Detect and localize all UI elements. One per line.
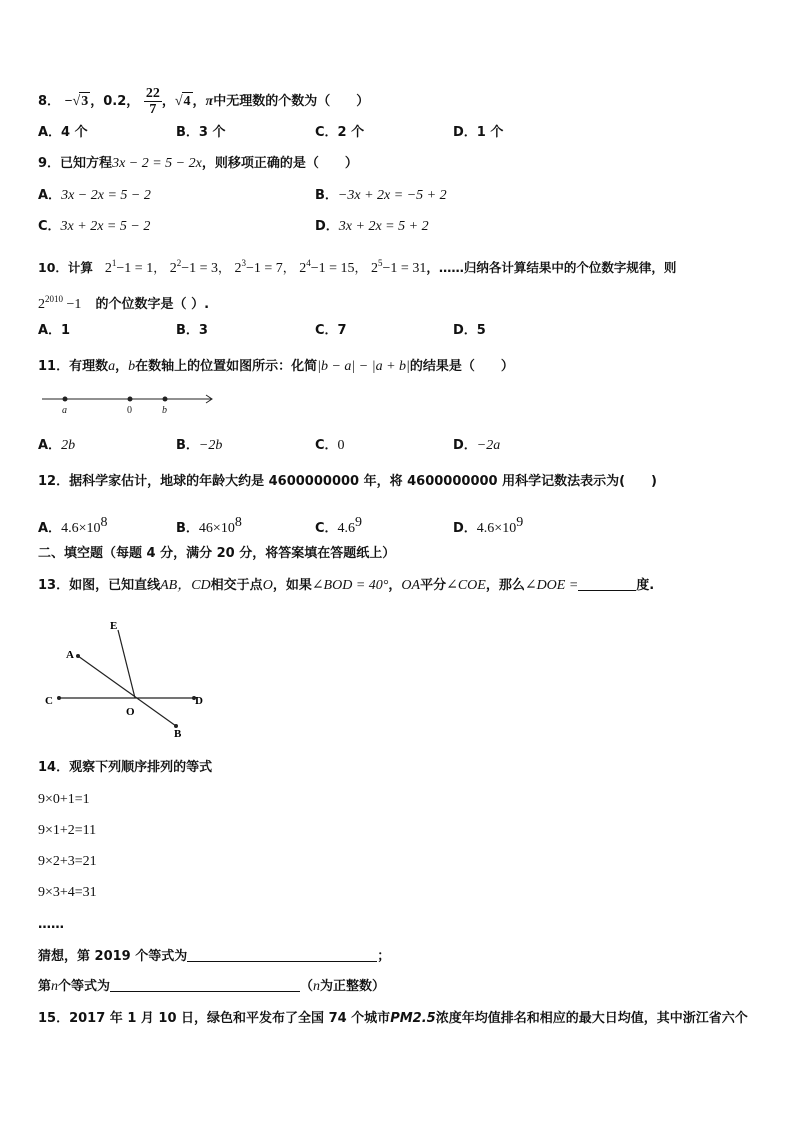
q10-calc-4: $2^4-1 = 15$ — [299, 258, 355, 276]
q13-line: 13．如图，已知直线AB，CD相交于点O，如果∠BOD = 40°，OA平分∠COE，那么∠DOE = 度. — [38, 578, 655, 593]
q9-equation: 3x − 2 = 5 − 2x — [112, 156, 202, 171]
q11-label-a: a — [62, 405, 67, 416]
q8-option-a: A．4 个 — [38, 125, 88, 140]
q11-line: 11．有理数a，b在数轴上的位置如图所示：化简|b − a| − |a + b|的结果是（ ） — [38, 359, 514, 374]
q8-option-b: B．3 个 — [176, 125, 226, 140]
section-fill-in-heading: 二、填空题（每题 4 分，满分 20 分，将答案填在答题纸上） — [38, 546, 396, 561]
label-b: B — [174, 728, 182, 740]
label-c: C — [45, 695, 53, 707]
q8-line: 8． −√3 ，0.2， $\frac{22}{7}$ ，√4 ，π中无理数的个数为（ ） — [38, 86, 370, 117]
q8-option-d: D．1 个 — [453, 125, 504, 140]
q8-fraction: $\frac{22}{7}$ — [145, 86, 160, 117]
q11-option-d: D．−2a — [453, 438, 501, 453]
q11-point-b — [163, 397, 168, 402]
q14-nth-line: 第n个等式为 （n为正整数） — [38, 979, 386, 994]
q12-option-a: A．$4.6\times 10^8$ — [38, 515, 108, 536]
q14-guess-line: 猜想，第 2019 个等式为 ； — [38, 949, 391, 964]
q10-power: $2^{2010} -1$ — [38, 294, 82, 312]
q12-stem: 据科学家估计，地球的年龄大约是 4600000000 年，将 4600000000 用科学记数法表示为( ) — [69, 474, 657, 489]
q11-label-b: b — [162, 405, 167, 416]
q11-number-line — [40, 390, 220, 416]
point-a — [76, 654, 80, 658]
q8-sqrt4: 4 — [183, 94, 191, 109]
q14-equation-3: 9×2+3=21 — [38, 854, 97, 869]
q10-option-b: B．3 — [176, 323, 208, 338]
q14-equation-4: 9×3+4=31 — [38, 885, 97, 900]
ray-oe — [118, 630, 135, 698]
q8-option-c: C．2 个 — [315, 125, 365, 140]
q10-calc-1: $2^1-1 = 1$ — [104, 258, 154, 276]
q10-calc-2: $2^2-1 = 3$ — [169, 258, 218, 276]
q11-point-0 — [128, 397, 133, 402]
q8-stem: 中无理数的个数为（ ） — [213, 94, 370, 109]
q9-option-d: D．3x + 2x = 5 + 2 — [315, 219, 429, 234]
label-d: D — [195, 695, 203, 707]
q8-items: ，0.2， — [90, 94, 140, 109]
label-e: E — [110, 620, 118, 632]
q10-option-c: C．7 — [315, 323, 347, 338]
q10-option-d: D．5 — [453, 323, 486, 338]
q14-nth-blank[interactable] — [110, 991, 300, 992]
label-o: O — [126, 706, 135, 718]
q10-line: 10．计算 $2^1-1 = 1$， $2^2-1 = 3$， $2^3-1 = 7$， $2^4-1 = 15$， $2^5-1 = 31$，……归纳各计算结果中的个位数字规律，则 — [38, 258, 677, 276]
q9-line: 9．已知方程3x − 2 = 5 − 2x，则移项正确的是（ ） — [38, 156, 358, 171]
q14-guess-blank[interactable] — [187, 961, 377, 962]
q12-option-b: B．$46\times 10^8$ — [176, 515, 242, 536]
q13-figure — [40, 615, 215, 745]
point-c — [57, 696, 61, 700]
q9-option-b: B．−3x + 2x = −5 + 2 — [315, 188, 447, 203]
q9-option-a: A．3x − 2x = 5 − 2 — [38, 188, 151, 203]
q10-calc-5: $2^5-1 = 31$ — [371, 258, 427, 276]
q13-answer-blank[interactable] — [578, 590, 636, 591]
q11-expression: |b − a| − |a + b| — [317, 359, 410, 374]
q8-pi: π — [205, 94, 214, 109]
q11-option-a: A．2b — [38, 438, 76, 453]
q14-equation-1: 9×0+1=1 — [38, 792, 90, 807]
q12-option-c: C．$4.6^9$ — [315, 515, 363, 536]
q14-equation-2: 9×1+2=11 — [38, 823, 97, 838]
q14-line: 14．观察下列顺序排列的等式 — [38, 760, 213, 775]
q12-line: 12．据科学家估计，地球的年龄大约是 4600000000 年，将 4600000000 用科学记数法表示为( ) — [38, 474, 657, 489]
q11-point-a — [63, 397, 68, 402]
q9-option-c: C．3x + 2x = 5 − 2 — [38, 219, 151, 234]
q10-option-a: A．1 — [38, 323, 71, 338]
q14-ellipsis: …… — [38, 917, 64, 932]
q8-number: 8． — [38, 94, 61, 109]
q12-option-d: D．$4.6\times 10^9$ — [453, 515, 524, 536]
q11-option-c: C．0 — [315, 438, 345, 453]
q8-sqrt3: 3 — [81, 94, 89, 109]
q15-line: 15．2017 年 1 月 10 日，绿色和平发布了全国 74 个城市PM2.5浓度年均值排名和相应的最大日均值，其中浙江省六个 — [38, 1011, 748, 1026]
q10-calc-3: $2^3-1 = 7$ — [234, 258, 283, 276]
label-a: A — [66, 649, 74, 661]
q11-label-0: 0 — [127, 405, 132, 416]
q11-option-b: B．−2b — [176, 438, 223, 453]
q10-line2: $2^{2010} -1$ 的个位数字是（ ）. — [38, 294, 210, 312]
